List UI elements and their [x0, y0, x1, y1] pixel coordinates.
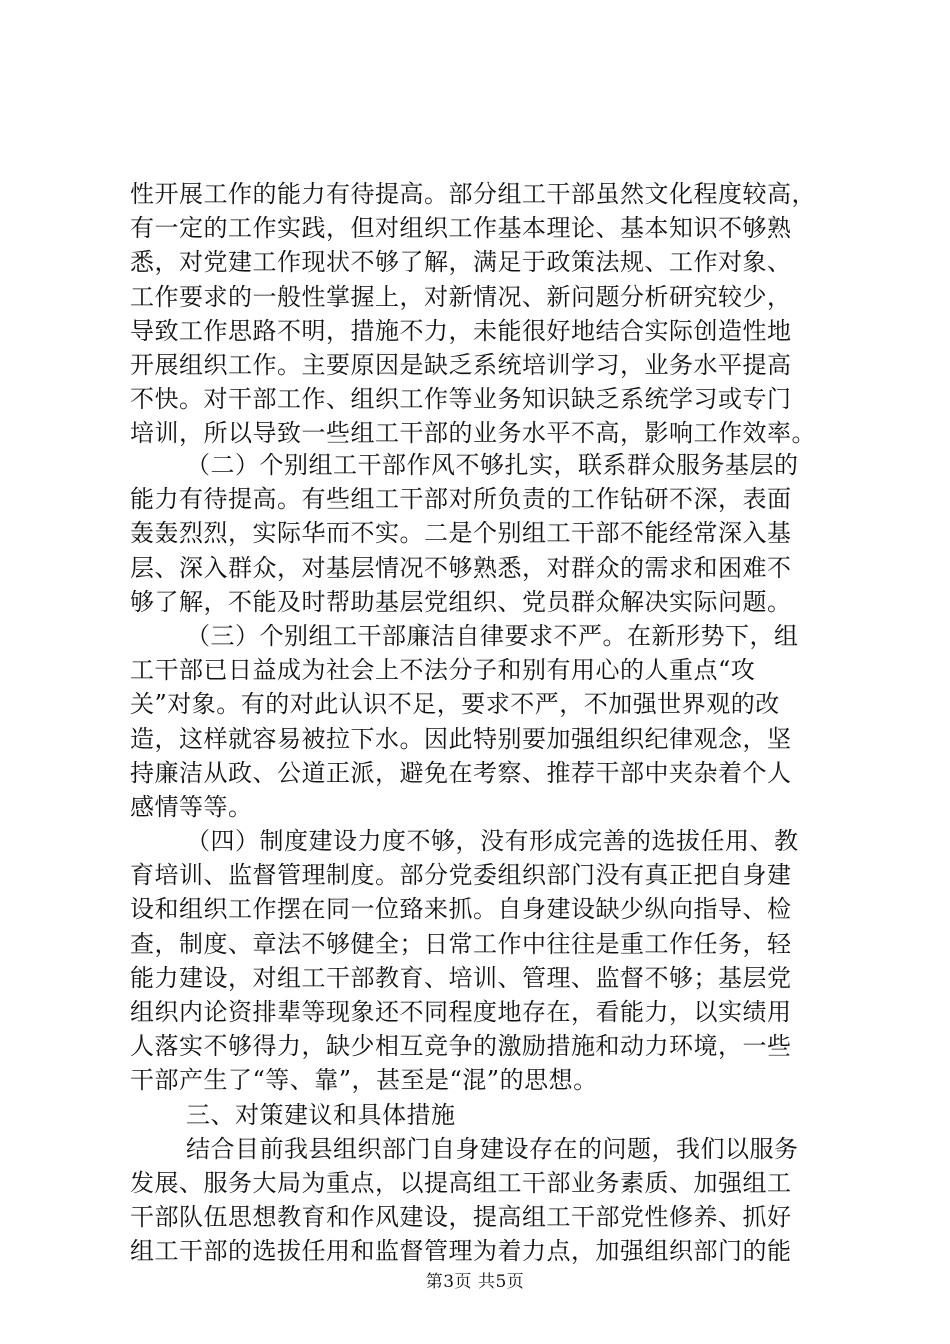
text-line: 性开展工作的能力有待提高。部分组工干部虽然文化程度较高， — [130, 180, 816, 208]
text-line: 有一定的工作实践，但对组织工作基本理论、基本知识不够熟 — [130, 214, 792, 243]
text-line: 能力有待提高。有些组工干部对所负责的工作钻研不深，表面 — [130, 485, 792, 514]
page-footer: 第3页 共5页 — [425, 1272, 525, 1292]
section-body — [130, 448, 830, 1269]
text-line: 组工干部的选拔任用和监督管理为着力点，加强组织部门的能 — [130, 1237, 792, 1266]
text-line: 育培训、监督管理制度。部分党委组织部门没有真正把自身建 — [130, 861, 792, 890]
text-line: 层、深入群众，对基层情况不够熟悉，对群众的需求和困难不 — [130, 553, 792, 582]
text-line: 组织内论资排辈等现象还不同程度地存在，看能力，以实绩用 — [130, 998, 792, 1026]
text-line: 能力建设，对组工干部教育、培训、管理、监督不够；基层党 — [130, 963, 792, 992]
text-line: 工干部已日益成为社会上不法分子和别有用心的人重点“攻 — [130, 656, 756, 685]
text-line: 干部产生了“等、靠”，甚至是“混”的思想。 — [130, 1066, 598, 1095]
section-heading-3: 三、对策建议和具体措施 — [186, 1100, 456, 1129]
text-line: 导致工作思路不明，措施不力，未能很好地结合实际创造性地 — [130, 316, 792, 345]
paragraph-continued — [130, 177, 830, 451]
paragraph-start: 结合目前我县组织部门自身建设存在的问题，我们以服务 — [186, 1134, 799, 1163]
text-line: 悉，对党建工作现状不够了解，满足于政策法规、工作对象、 — [130, 248, 792, 277]
text-line: 开展组织工作。主要原因是缺乏系统培训学习，业务水平提高 — [130, 350, 792, 379]
text-line: 轰轰烈烈，实际华而不实。二是个别组工干部不能经常深入基 — [130, 519, 792, 548]
text-line: 设和组织工作摆在同一位臵来抓。自身建设缺少纵向指导、检 — [130, 895, 792, 924]
text-line: 关”对象。有的对此认识不足，要求不严，不加强世界观的改 — [130, 690, 780, 719]
text-line: 发展、服务大局为重点，以提高组工干部业务素质、加强组工 — [130, 1168, 792, 1197]
text-line: 培训，所以导致一些组工干部的业务水平不高，影响工作效率。 — [130, 419, 816, 448]
text-line: 查，制度、章法不够健全；日常工作中往往是重工作任务，轻 — [130, 929, 792, 958]
text-line: 不快。对干部工作、组织工作等业务知识缺乏系统学习或专门 — [130, 385, 792, 414]
text-line: 干部队伍思想教育和作风建设，提高组工干部党性修养、抓好 — [130, 1203, 792, 1232]
text-line: 工作要求的一般性掌握上，对新情况、新问题分析研究较少， — [130, 282, 792, 311]
paragraph-heading-2: （二）个别组工干部作风不够扎实，联系群众服务基层的 — [186, 451, 799, 479]
text-line: 人落实不够得力，缺少相互竞争的激励措施和动力环境，一些 — [130, 1032, 792, 1061]
text-line: 够了解，不能及时帮助基层党组织、党员群众解决实际问题。 — [130, 587, 792, 616]
text-line: 造，这样就容易被拉下水。因此特别要加强组织纪律观念，坚 — [130, 724, 792, 753]
text-line: 持廉洁从政、公道正派，避免在考察、推荐干部中夹杂着个人 — [130, 758, 792, 787]
paragraph-heading-3: （三）个别组工干部廉洁自律要求不严。在新形势下，组 — [186, 621, 799, 650]
paragraph-heading-4: （四）制度建设力度不够，没有形成完善的选拔任用、教 — [186, 827, 799, 856]
text-line: 感情等等。 — [130, 792, 253, 821]
